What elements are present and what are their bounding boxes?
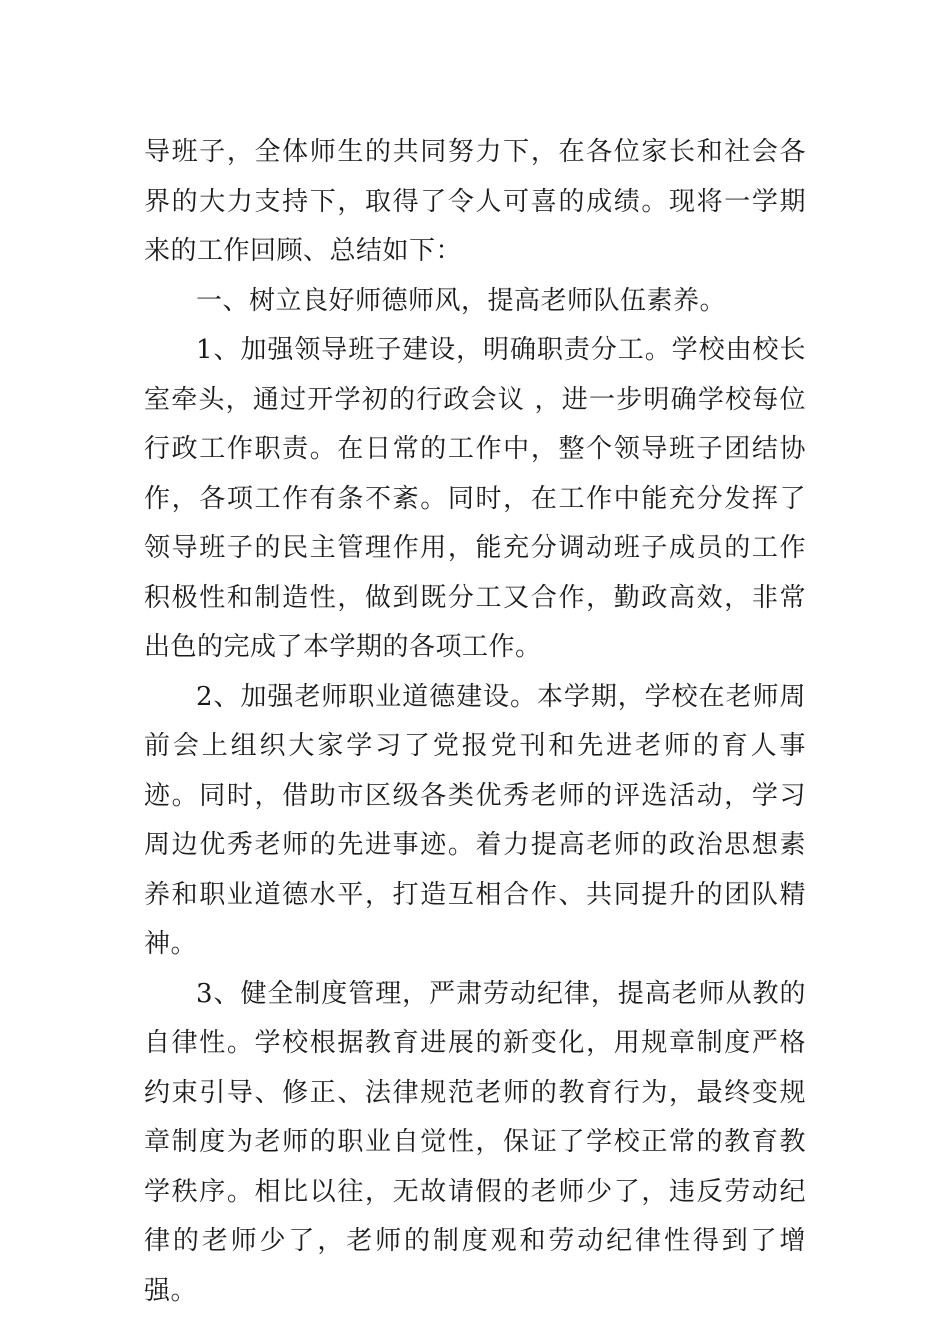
- paragraph-item-3: 3、健全制度管理，严肃劳动纪律，提高老师从教的自律性。学校根据教育进展的新变化，用规章制度严格约束引导、修正、法律规范老师的教育行为，最终变规章制度为老师的职业自觉性，保证了学校正常的教育教学秩序。相比以往，无故请假的老师少了，违反劳动纪律的老师少了，老师的制度观和劳动纪律性得到了增强。: [144, 978, 806, 1306]
- document-body: [144, 128, 806, 1316]
- paragraph-heading-1: 一、树立良好师德师风，提高老师队伍素养。: [196, 285, 727, 316]
- paragraph-intro: 导班子，全体师生的共同努力下，在各位家长和社会各界的大力支持下，取得了令人可喜的成绩。现将一学期来的工作回顾、总结如下：: [144, 137, 806, 266]
- paragraph-item-1: 1、加强领导班子建设，明确职责分工。学校由校长室牵头，通过开学初的行政会议 ，进一步明确学校每位行政工作职责。在日常的工作中，整个领导班子团结协作，各项工作有条不紊。同时，在工作中能充分发挥了领导班子的民主管理作用，能充分调动班子成员的工作积极性和制造性，做到既分工又合作，勤政高效，非常出色的完成了本学期的各项工作。: [144, 335, 806, 662]
- paragraph-item-2: 2、加强老师职业道德建设。本学期，学校在老师周前会上组织大家学习了党报党刊和先进老师的育人事迹。同时，借助市区级各类优秀老师的评选活动，学习周边优秀老师的先进事迹。着力提高老师的政治思想素养和职业道德水平，打造互相合作、共同提升的团队精神。: [144, 681, 806, 959]
